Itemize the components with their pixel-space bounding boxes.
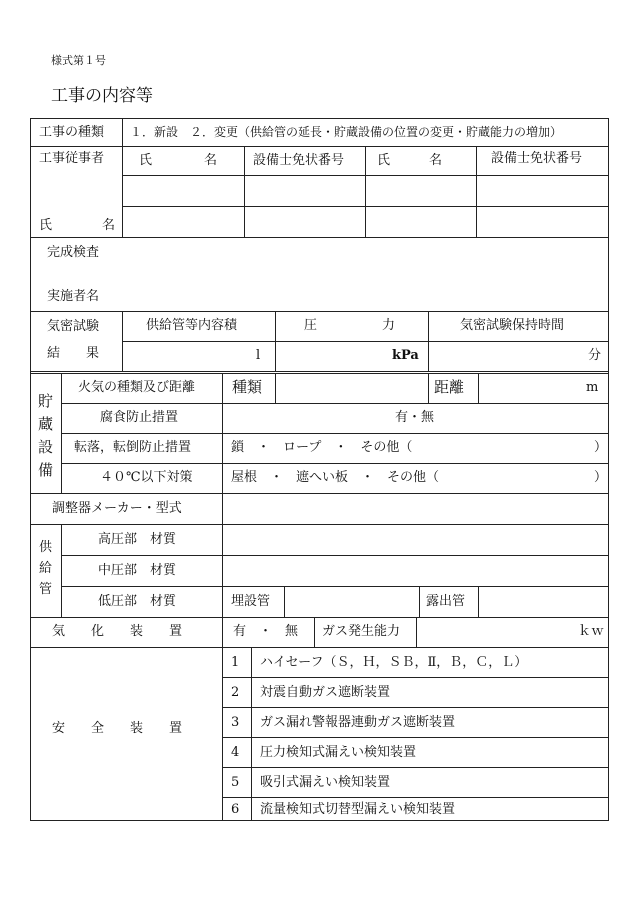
pressure-header: 圧 力 <box>304 318 396 333</box>
work-type-label: 工事の種類 <box>39 125 105 140</box>
gas-capacity-unit: ｋｗ <box>578 624 605 639</box>
safety-item-3: ガス漏れ警報器連動ガス遮断装置 <box>260 715 456 730</box>
safety-item-num-3: 3 <box>231 715 240 730</box>
vaporizer-label: 気 化 装 置 <box>52 624 183 639</box>
inspection-label-2: 実施者名 <box>47 289 100 304</box>
safety-item-1: ハイセーフ（Ｓ，Ｈ，ＳＢ，Ⅱ，Ｂ，Ｃ，Ｌ） <box>260 655 528 670</box>
hold-time-unit: 分 <box>588 348 602 363</box>
workers-name-label: 氏 <box>39 218 53 233</box>
fire-label: 火気の種類及び距離 <box>78 380 196 395</box>
heat-measure-close: ） <box>594 470 608 485</box>
form-number: 様式第１号 <box>51 54 106 67</box>
worker-name-header-2: 氏 名 <box>377 153 443 168</box>
safety-item-4: 圧力検知式漏えい検知装置 <box>260 745 417 760</box>
heat-measure-label: ４０℃以下対策 <box>100 470 193 485</box>
buried-pipe-label: 埋設管 <box>231 594 271 609</box>
storage-side-label-4: 備 <box>38 461 54 479</box>
regulator-label: 調整器メーカー・型式 <box>52 501 182 516</box>
work-type-value: １．新設 ２．変更（供給管の延長・貯蔵設備の位置の変更・貯蔵能力の増加） <box>130 125 563 139</box>
vaporizer-value: 有 ・ 無 <box>233 624 299 639</box>
corrosion-value: 有・無 <box>395 410 435 425</box>
corrosion-label: 腐食防止措置 <box>100 410 179 425</box>
volume-header: 供給管等内容積 <box>146 318 238 333</box>
gas-capacity-label: ガス発生能力 <box>322 624 401 639</box>
worker-license-header-2: 設備士免状番号 <box>491 151 583 166</box>
workers-name-label-2: 名 <box>102 218 116 233</box>
pressure-unit: kPa <box>392 348 419 363</box>
worker-name-header-1: 氏 名 <box>139 153 218 168</box>
storage-side-label-3: 設 <box>38 438 54 456</box>
low-pressure-label: 低圧部 材質 <box>98 594 177 609</box>
safety-item-num-2: 2 <box>231 685 240 700</box>
safety-item-num-6: 6 <box>231 802 240 817</box>
safety-item-6: 流量検知式切替型漏えい検知装置 <box>260 802 456 817</box>
fire-distance-unit: m <box>586 380 599 395</box>
airtight-label-2: 結 果 <box>47 346 100 361</box>
storage-side-label-2: 蔵 <box>38 415 54 433</box>
safety-item-num-4: 4 <box>231 745 240 760</box>
volume-unit: l <box>256 348 261 363</box>
supply-side-label-2: 給 <box>39 561 53 576</box>
storage-side-label-1: 貯 <box>38 392 54 410</box>
hold-time-header: 気密試験保持時間 <box>460 318 565 333</box>
safety-item-5: 吸引式漏えい検知装置 <box>260 775 391 790</box>
supply-side-label-3: 管 <box>39 582 53 597</box>
safety-item-2: 対震自動ガス遮断装置 <box>260 685 391 700</box>
fire-kind-label: 種類 <box>232 378 263 396</box>
airtight-label-1: 気密試験 <box>47 319 100 334</box>
fall-prevention-label: 転落，転倒防止措置 <box>74 440 192 455</box>
supply-side-label-1: 供 <box>39 540 53 555</box>
page-title: 工事の内容等 <box>51 86 153 106</box>
exposed-pipe-label: 露出管 <box>426 594 466 609</box>
high-pressure-label: 高圧部 材質 <box>98 532 177 547</box>
workers-label: 工事従事者 <box>39 151 105 166</box>
fall-prevention-value: 鎖 ・ ロープ ・ その他（ <box>231 440 413 455</box>
inspection-label-1: 完成検査 <box>47 245 100 260</box>
safety-label: 安 全 装 置 <box>52 721 183 736</box>
fire-distance-label: 距離 <box>434 378 465 396</box>
safety-item-num-5: 5 <box>231 775 240 790</box>
mid-pressure-label: 中圧部 材質 <box>98 563 177 578</box>
fall-prevention-close: ） <box>594 440 608 455</box>
worker-license-header-1: 設備士免状番号 <box>253 153 345 168</box>
heat-measure-value: 屋根 ・ 遮へい板 ・ その他（ <box>231 470 440 485</box>
safety-item-num-1: 1 <box>231 655 240 670</box>
